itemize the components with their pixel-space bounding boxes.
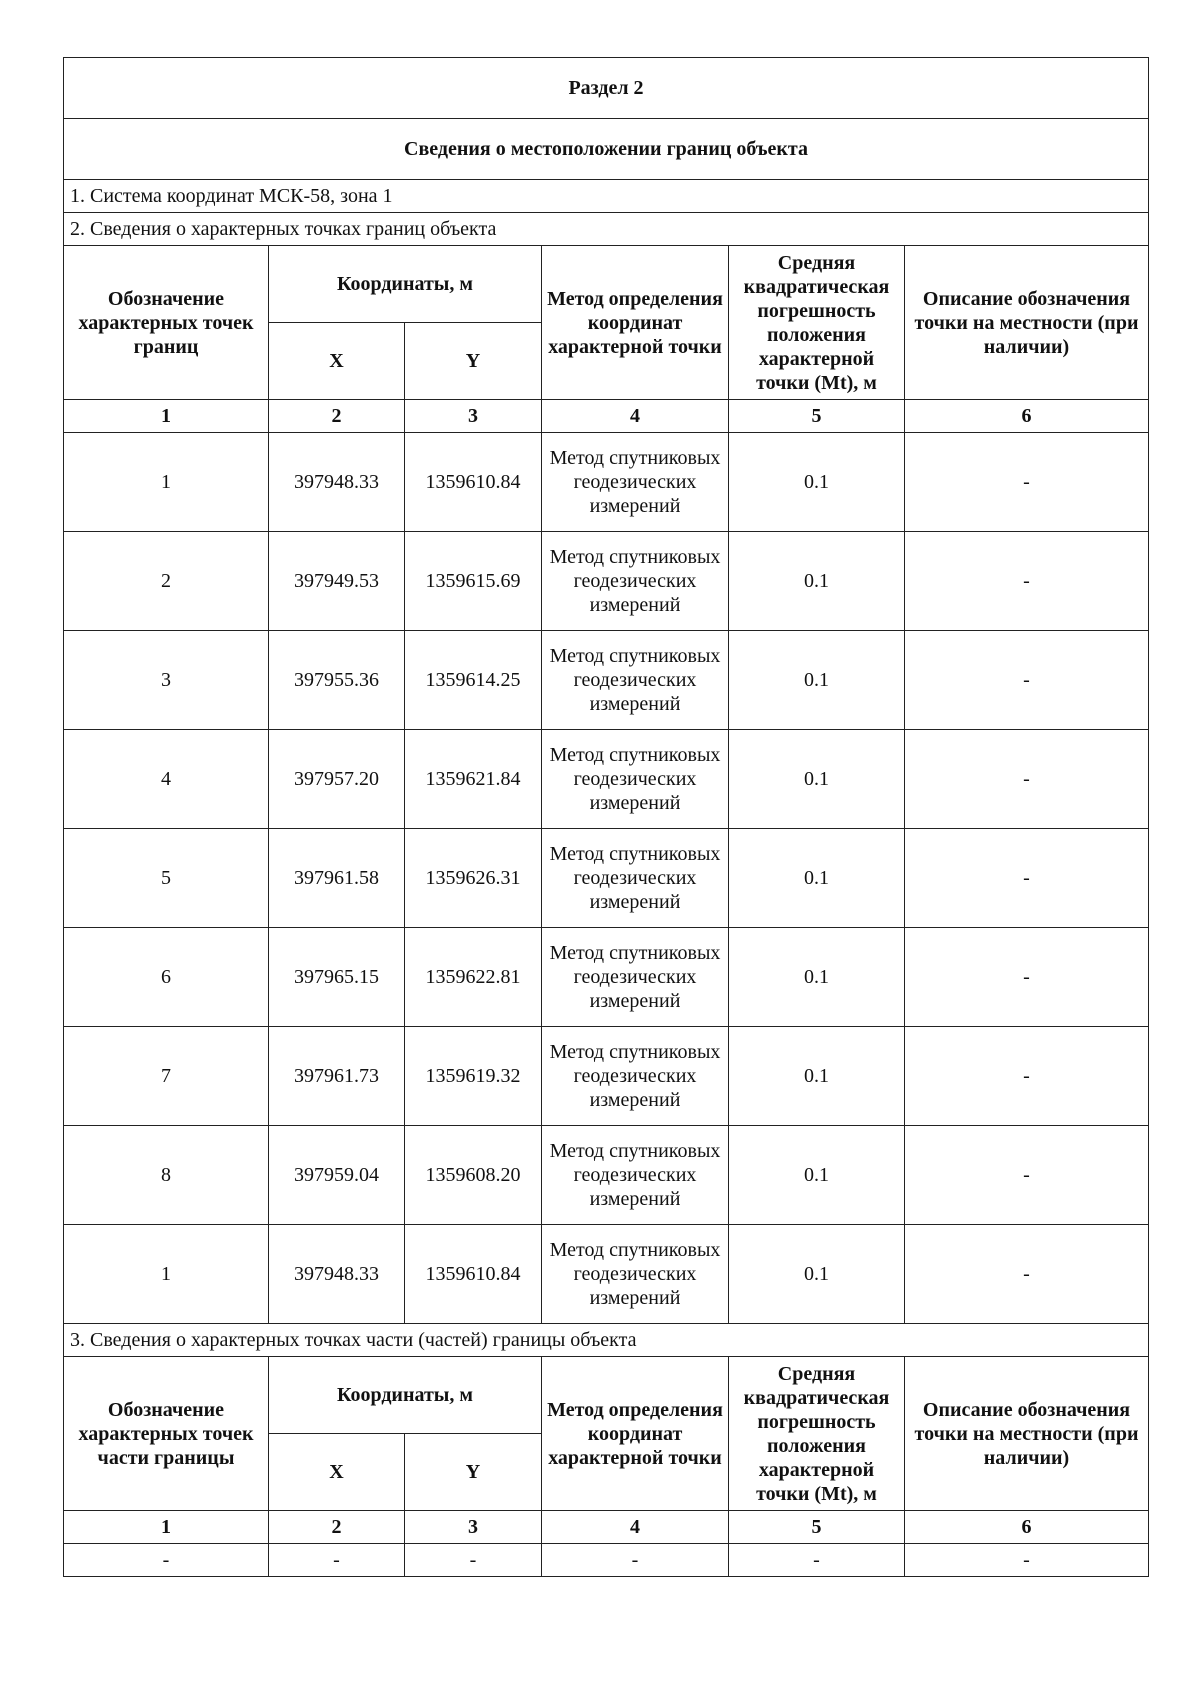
col-number: 6: [905, 400, 1149, 433]
point-cell: 3: [64, 631, 269, 730]
x-cell: 397957.20: [269, 730, 405, 829]
col-number: 2: [269, 400, 405, 433]
part3-header-description: Описание обозначения точки на местности (при наличии): [905, 1357, 1149, 1511]
method-cell: Метод спутниковых геодезических измерений: [542, 532, 729, 631]
method-cell: Метод спутниковых геодезических измерений: [542, 1225, 729, 1324]
desc-cell: -: [905, 532, 1149, 631]
header-description: Описание обозначения точки на местности (при наличии): [905, 246, 1149, 400]
table-row: [64, 1126, 1149, 1225]
point-cell: 5: [64, 829, 269, 928]
desc-cell: -: [905, 1027, 1149, 1126]
point-cell: 7: [64, 1027, 269, 1126]
mt-cell: 0.1: [729, 1027, 905, 1126]
empty-cell: -: [729, 1544, 905, 1577]
method-cell: Метод спутниковых геодезических измерений: [542, 1027, 729, 1126]
desc-cell: -: [905, 730, 1149, 829]
part3-empty-row: [64, 1544, 1149, 1577]
empty-cell: -: [64, 1544, 269, 1577]
x-cell: 397961.58: [269, 829, 405, 928]
empty-cell: -: [269, 1544, 405, 1577]
x-cell: 397948.33: [269, 433, 405, 532]
point-cell: 6: [64, 928, 269, 1027]
col-number: 5: [729, 400, 905, 433]
x-cell: 397959.04: [269, 1126, 405, 1225]
col-number: 6: [905, 1511, 1149, 1544]
col-number: 4: [542, 1511, 729, 1544]
header-error: Средняя квадратическая погрешность положения характерной точки (Mt), м: [729, 246, 905, 400]
x-cell: 397948.33: [269, 1225, 405, 1324]
mt-cell: 0.1: [729, 829, 905, 928]
part3-header-method: Метод определения координат характерной точки: [542, 1357, 729, 1511]
table-row: [64, 829, 1149, 928]
point-cell: 8: [64, 1126, 269, 1225]
desc-cell: -: [905, 433, 1149, 532]
header-method: Метод определения координат характерной точки: [542, 246, 729, 400]
part3-header-error: Средняя квадратическая погрешность положения характерной точки (Mt), м: [729, 1357, 905, 1511]
point-cell: 1: [64, 433, 269, 532]
y-cell: 1359626.31: [405, 829, 542, 928]
method-cell: Метод спутниковых геодезических измерений: [542, 730, 729, 829]
part3-header-coords: Координаты, м: [269, 1357, 542, 1434]
table-row: [64, 532, 1149, 631]
part3-heading: 3. Сведения о характерных точках части (частей) границы объекта: [64, 1324, 1149, 1357]
mt-cell: 0.1: [729, 928, 905, 1027]
col-number: 5: [729, 1511, 905, 1544]
table-row: [64, 730, 1149, 829]
col-number: 1: [64, 400, 269, 433]
table-row: [64, 928, 1149, 1027]
method-cell: Метод спутниковых геодезических измерений: [542, 631, 729, 730]
empty-cell: -: [542, 1544, 729, 1577]
desc-cell: -: [905, 1126, 1149, 1225]
table-row: [64, 631, 1149, 730]
part3-header-designation: Обозначение характерных точек части границы: [64, 1357, 269, 1511]
mt-cell: 0.1: [729, 631, 905, 730]
header-x: X: [269, 323, 405, 400]
coord-system-line: 1. Система координат МСК-58, зона 1: [64, 180, 1149, 213]
col-number: 4: [542, 400, 729, 433]
mt-cell: 0.1: [729, 1225, 905, 1324]
mt-cell: 0.1: [729, 433, 905, 532]
desc-cell: -: [905, 928, 1149, 1027]
empty-cell: -: [905, 1544, 1149, 1577]
point-cell: 1: [64, 1225, 269, 1324]
method-cell: Метод спутниковых геодезических измерений: [542, 928, 729, 1027]
y-cell: 1359619.32: [405, 1027, 542, 1126]
point-cell: 2: [64, 532, 269, 631]
mt-cell: 0.1: [729, 730, 905, 829]
table-row: [64, 1225, 1149, 1324]
method-cell: Метод спутниковых геодезических измерений: [542, 829, 729, 928]
section-2-table: [63, 57, 1149, 1577]
y-cell: 1359621.84: [405, 730, 542, 829]
part3-header-y: Y: [405, 1434, 542, 1511]
header-y: Y: [405, 323, 542, 400]
col-number: 2: [269, 1511, 405, 1544]
col-number: 1: [64, 1511, 269, 1544]
y-cell: 1359610.84: [405, 1225, 542, 1324]
desc-cell: -: [905, 829, 1149, 928]
y-cell: 1359614.25: [405, 631, 542, 730]
section-title: Раздел 2: [64, 58, 1149, 119]
x-cell: 397961.73: [269, 1027, 405, 1126]
part2-column-numbers: [64, 400, 1149, 433]
method-cell: Метод спутниковых геодезических измерений: [542, 1126, 729, 1225]
desc-cell: -: [905, 1225, 1149, 1324]
y-cell: 1359610.84: [405, 433, 542, 532]
table-row: [64, 1027, 1149, 1126]
header-designation: Обозначение характерных точек границ: [64, 246, 269, 400]
section-subtitle: Сведения о местоположении границ объекта: [64, 119, 1149, 180]
header-coords: Координаты, м: [269, 246, 542, 323]
col-number: 3: [405, 1511, 542, 1544]
part2-heading: 2. Сведения о характерных точках границ объекта: [64, 213, 1149, 246]
x-cell: 397955.36: [269, 631, 405, 730]
col-number: 3: [405, 400, 542, 433]
empty-cell: -: [405, 1544, 542, 1577]
x-cell: 397949.53: [269, 532, 405, 631]
method-cell: Метод спутниковых геодезических измерений: [542, 433, 729, 532]
desc-cell: -: [905, 631, 1149, 730]
part3-header-x: X: [269, 1434, 405, 1511]
point-cell: 4: [64, 730, 269, 829]
y-cell: 1359615.69: [405, 532, 542, 631]
part3-column-numbers: [64, 1511, 1149, 1544]
table-row: [64, 433, 1149, 532]
mt-cell: 0.1: [729, 532, 905, 631]
y-cell: 1359622.81: [405, 928, 542, 1027]
x-cell: 397965.15: [269, 928, 405, 1027]
mt-cell: 0.1: [729, 1126, 905, 1225]
y-cell: 1359608.20: [405, 1126, 542, 1225]
